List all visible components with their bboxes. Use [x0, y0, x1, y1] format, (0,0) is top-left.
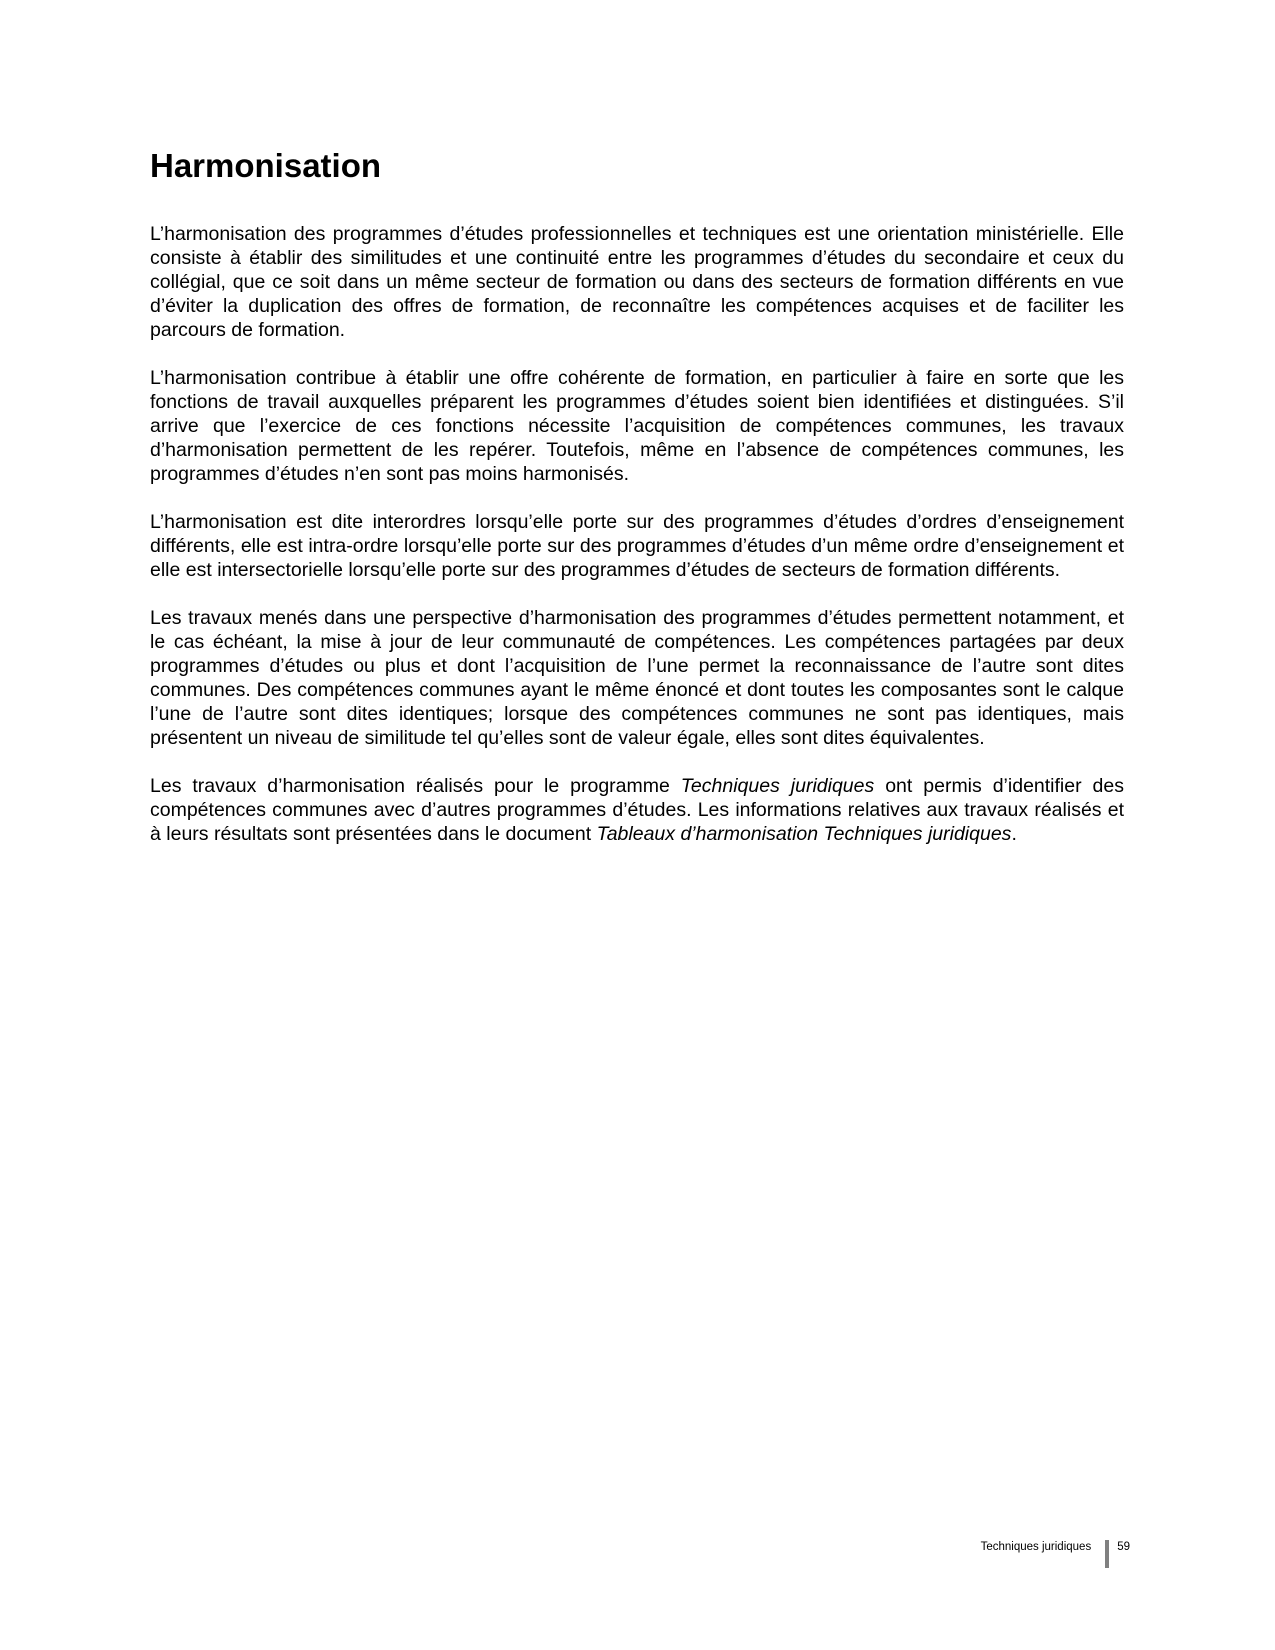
program-name-italic: Techniques juridiques: [680, 775, 875, 797]
paragraph-3: L’harmonisation est dite interordres lorsqu’elle porte sur des programmes d’études d’ordres d’enseignement différents, elle est intra-ordre lorsqu’elle porte sur des programmes d’études d’un même ordre d’enseignement et elle est intersectorielle lorsqu’elle porte sur des programmes d’études de secteurs de formation différents.: [150, 511, 1124, 581]
page-number: 59: [1117, 1541, 1130, 1553]
footer-title: Techniques juridiques: [980, 1541, 1092, 1553]
paragraph-2: L’harmonisation contribue à établir une offre cohérente de formation, en particulier à faire en sorte que les fonctions de travail auxquelles préparent les programmes d’études soient bien identifiées et distinguées. S’il arrive que l’exercice de ces fonctions nécessite l’acquisition de compétences communes, les travaux d’harmonisation permettent de les repérer. Toutefois, même en l’absence de compétences communes, les programmes d’études n’en sont pas moins harmonisés.: [150, 367, 1124, 485]
page-footer: [981, 1540, 1130, 1568]
main-content: [150, 146, 1124, 870]
paragraph-5-text-1: Les travaux d’harmonisation réalisés pour le programme: [150, 775, 681, 797]
paragraph-5-text-3: .: [1011, 823, 1017, 845]
footer-separator: [1105, 1540, 1109, 1568]
paragraph-4: Les travaux menés dans une perspective d’harmonisation des programmes d’études permettent notamment, et le cas échéant, la mise à jour de leur communauté de compétences. Les compétences partagées par deux programmes d’études ou plus et dont l’acquisition de l’une permet la reconnaissance de l’autre sont dites communes. Des compétences communes ayant le même énoncé et dont toutes les composantes sont le calque l’une de l’autre sont dites identiques; lorsque des compétences communes ne sont pas identiques, mais présentent un niveau de similitude tel qu’elles sont de valeur égale, elles sont dites équivalentes.: [150, 607, 1124, 749]
paragraph-5: [150, 774, 1124, 846]
paragraph-5-text-2: ont permis d’identifier des compétences communes avec d’autres programmes d’études. Les informations relatives aux travaux réalisés et à leurs résultats sont présentées dans le document: [150, 775, 1124, 845]
paragraph-1: L’harmonisation des programmes d’études professionnelles et techniques est une orientation ministérielle. Elle consiste à établir des similitudes et une continuité entre les programmes d’études du secondaire et ceux du collégial, que ce soit dans un même secteur de formation ou dans des secteurs de formation différents en vue d’éviter la duplication des offres de formation, de reconnaître les compétences acquises et de faciliter les parcours de formation.: [150, 223, 1124, 341]
document-title-italic: Tableaux d’harmonisation Techniques juridiques: [596, 823, 1012, 845]
page-title: Harmonisation: [150, 147, 382, 184]
